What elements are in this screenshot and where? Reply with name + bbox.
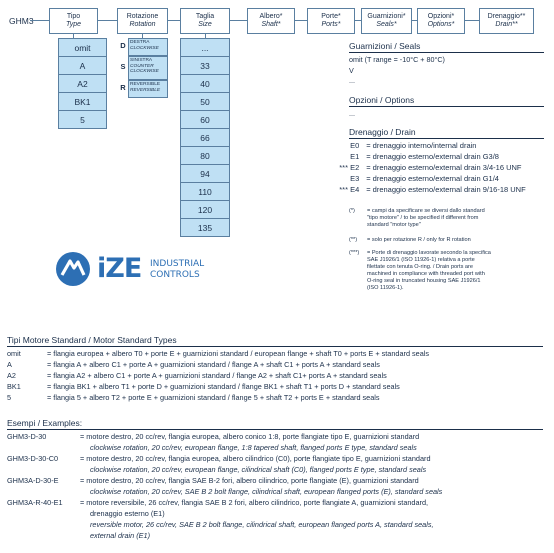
ize-brand: iZE (97, 253, 142, 284)
example-code: GHM3A-D-30-E (7, 476, 59, 485)
example-line: = motore destro, 20 cc/rev, flangia europea, albero conico 1:8, porte flangiate tipo E, guarnizioni standard (80, 432, 420, 441)
ize-logo (55, 250, 215, 288)
header-guarnizioni: Guarnizioni* Seals* (361, 8, 412, 34)
size-option: 66 (180, 128, 230, 147)
example-code: GHM3-D-30 (7, 432, 47, 441)
seals-line: omit (T range = -10°C + 80°C) (349, 55, 445, 64)
ize-subtitle: INDUSTRIAL CONTROLS (150, 259, 205, 280)
size-option: 135 (180, 218, 230, 237)
note-triple-star: (***) = Porte di drenaggio lavorate secondo la specifica SAE J1926/1 (ISO 11926-1) relativa a porte filettate con tenuta O-ring. / Drain ports are machined in compliance with threaded port with O-ring seal in truncated housing SAE J1926/1 (ISO 11926-1). (349, 250, 491, 292)
seals-title: Guarnizioni / Seals (349, 41, 421, 51)
size-option: 80 (180, 146, 230, 165)
tipo-option: 5 (58, 110, 107, 129)
size-option: 50 (180, 92, 230, 111)
seals-rule (349, 52, 544, 53)
options-rule (349, 106, 544, 107)
tipo-option: A2 (58, 74, 107, 93)
size-option: 33 (180, 56, 230, 75)
types-title: Tipi Motore Standard / Motor Standard Types (7, 335, 177, 345)
rotation-option-d: D DESTRA CLOCKWISE (118, 38, 168, 56)
ize-emblem-icon (55, 251, 91, 287)
header-porte: Porte* Ports* (307, 8, 355, 34)
example-code: GHM3A-R-40-E1 (7, 498, 63, 507)
drain-item: E0 = drenaggio interno/internal drain (350, 141, 477, 150)
example-line: reversible motor, 26 cc/rev, SAE B 2 bolt flange, cilindrical shaft, european flanged ports A, standard seals, (90, 520, 434, 529)
note-star: (*) = campi da specificare se diversi dallo standard "tipo motore" / to be specified if different from standard "motor type" (349, 208, 485, 229)
drain-item: *** E2 = drenaggio esterno/external drain 3/4-16 UNF (339, 163, 522, 172)
note-double-star: (**) = solo per rotazione R / only for R rotation (349, 237, 471, 243)
rotation-option-s: S SINISTRA COUNTER CLOCKWISE (118, 56, 168, 80)
drain-item: E3 = drenaggio esterno/external drain G1/4 (350, 174, 499, 183)
size-option: 94 (180, 164, 230, 183)
size-option: 120 (180, 200, 230, 219)
options-title: Opzioni / Options (349, 95, 415, 105)
header-albero: Albero* Shaft* (247, 8, 295, 34)
types-row: omit = flangia europea + albero T0 + porte E + guarnizioni standard / european flange + shaft T0 + ports E + standard seals (7, 349, 430, 358)
header-rotazione: Rotazione Rotation (117, 8, 168, 34)
example-line: clockwise rotation, 20 cc/rev, SAE B 2 bolt flange, cilindrical shaft, european flanged ports (E), standard seals (90, 487, 443, 496)
example-code: GHM3-D-30-C0 (7, 454, 59, 463)
options-line: ... (349, 109, 355, 118)
seals-line: V (349, 66, 354, 75)
example-line: = motore destro, 20 cc/rev, flangia europea, albero cilindrico (C0), porte flangiate tipo E, guarnizioni standard (80, 454, 431, 463)
tipo-option: A (58, 56, 107, 75)
types-row: BK1 = flangia BK1 + albero T1 + porte D + guarnizioni standard / flange BK1 + shaft T1 + ports D + standard seals (7, 382, 400, 391)
types-row: A2 = flangia A2 + albero C1 + porte A + guarnizioni standard / flange A2 + shaft C1+ ports A + standard seals (7, 371, 387, 380)
types-rule (7, 346, 543, 347)
header-drenaggio: Drenaggio** Drain** (479, 8, 534, 34)
example-line: = motore destro, 20 cc/rev, flangia SAE B-2 fori, albero cilindrico, porte flangiate (E), guarnizioni standard (80, 476, 419, 485)
seals-line: ... (349, 76, 355, 85)
drain-item: *** E4 = drenaggio esterno/external drain 9/16-18 UNF (339, 185, 526, 194)
header-tipo: Tipo Type (49, 8, 98, 34)
size-option: ... (180, 38, 230, 57)
size-option: 110 (180, 182, 230, 201)
examples-rule (7, 429, 543, 430)
example-line: drenaggio esterno (E1) (90, 509, 165, 518)
types-row: A = flangia A + albero C1 + porte A + guarnizioni standard / flange A + shaft C1 + ports A + standard seals (7, 360, 380, 369)
size-option: 60 (180, 110, 230, 129)
example-line: = motore reversibile, 26 cc/rev, flangia SAE B 2 fori, albero cilindrico, porte flangiate A, guarnizioni standard, (80, 498, 429, 507)
model-code: GHM3 (9, 16, 34, 26)
drain-title: Drenaggio / Drain (349, 127, 416, 137)
drain-item: E1 = drenaggio esterno/external drain G3/8 (350, 152, 499, 161)
rotation-option-r: R REVERSIBLE REVERSIBLE (118, 80, 168, 98)
tipo-option: omit (58, 38, 107, 57)
example-line: clockwise rotation, 20 cc/rev, european flange, cilindrical shaft (C0), flanged ports E type, standard seals (90, 465, 427, 474)
types-row: 5 = flangia 5 + albero T2 + porte E + guarnizioni standard / flange 5 + shaft T2 + ports E + standard seals (7, 393, 380, 402)
example-line: clockwise rotation, 20 cc/rev, european flange, 1:8 tapered shaft, flanged ports E type, standard seals (90, 443, 417, 452)
header-opzioni: Opzioni* Options* (417, 8, 465, 34)
size-option: 40 (180, 74, 230, 93)
header-taglia: Taglia Size (180, 8, 230, 34)
examples-title: Esempi / Examples: (7, 418, 83, 428)
tipo-option: BK1 (58, 92, 107, 111)
example-line: external drain (E1) (90, 531, 151, 540)
drain-rule (349, 138, 544, 139)
